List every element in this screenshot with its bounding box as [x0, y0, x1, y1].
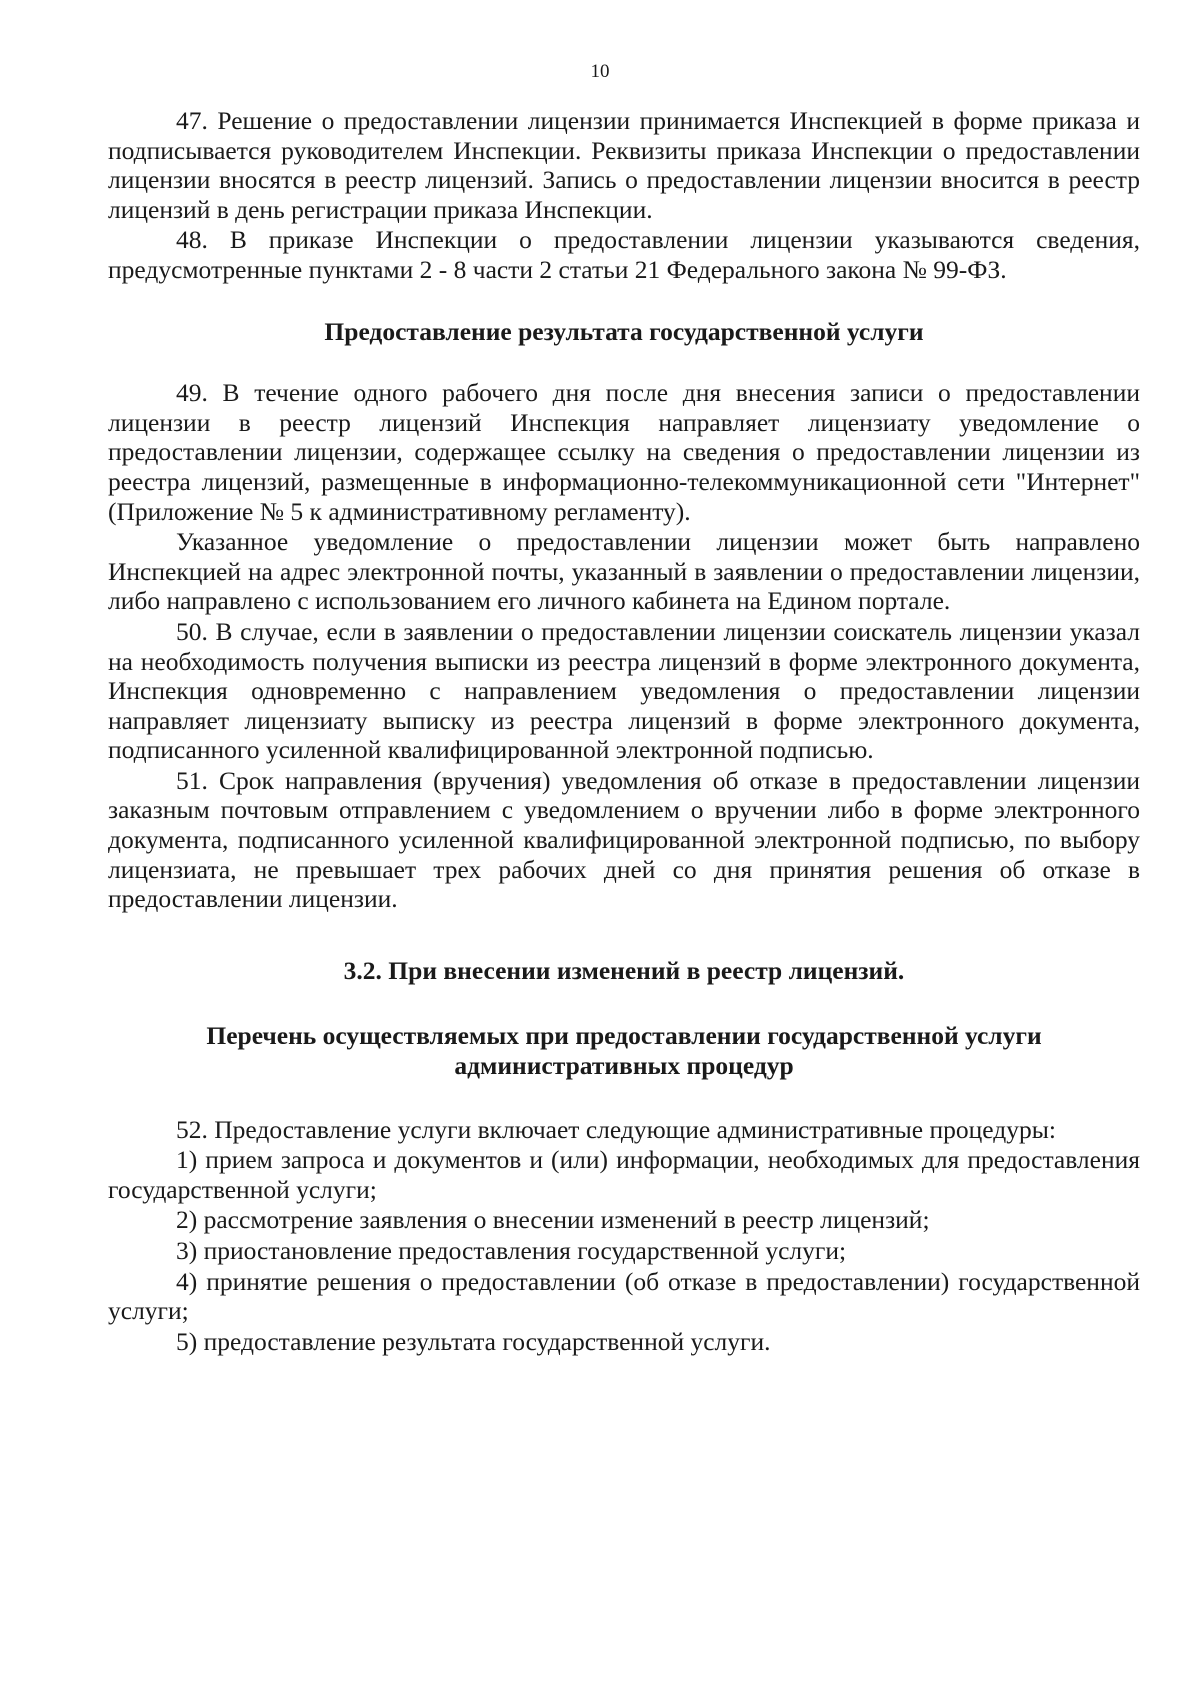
page-number: 10 [590, 61, 610, 82]
spacer [108, 985, 1140, 1021]
list-item-procedure-2: 2) рассмотрение заявления о внесении изменений в реестр лицензий; [176, 1205, 930, 1235]
paragraph-52: 52. Предоставление услуги включает следующие административные процедуры: [176, 1114, 1056, 1144]
heading-result: Предоставление результата государственной услуги [324, 316, 924, 346]
spacer [108, 1081, 1140, 1115]
paragraph-47: 47. Решение о предоставлении лицензии принимается Инспекцией в форме приказа и подписывается руководителем Инспекции. Реквизиты приказа Инспекции о предоставлении лицензии вносятся в реестр лицензий. Запись о предоставлении лицензии вносится в реестр лицензий в день регистрации приказа Инспекции. [108, 106, 1140, 224]
paragraph-50: 50. В случае, если в заявлении о предоставлении лицензии соискатель лицензии указал на необходимость получения выписки из реестра лицензий в форме электронного документа, Инспекция одновременно с направлением уведомления о предоставлении лицензии направляет лицензиату выписку из реестра лицензий в форме электронного документа, подписанного усиленной квалифицированной электронной подписью. [108, 616, 1140, 765]
spacer [108, 914, 1140, 956]
heading-procedures-line-2: административных процедур [454, 1051, 794, 1081]
spacer [108, 346, 1140, 378]
spacer [108, 285, 1140, 317]
heading-section-3-2: 3.2. При внесении изменений в реестр лицензий. [343, 955, 905, 985]
paragraph-51: 51. Срок направления (вручения) уведомления об отказе в предоставлении лицензии заказным почтовым отправлением с уведомлением о вручении либо в форме электронного документа, подписанного усиленной квалифицированной электронной подписью, по выбору лицензиата, не превышает трех рабочих дней со дня принятия решения об отказе в предоставлении лицензии. [108, 765, 1140, 914]
list-item-procedure-4: 4) принятие решения о предоставлении (об отказе в предоставлении) государственной услуги; [108, 1266, 1140, 1326]
paragraph-48: 48. В приказе Инспекции о предоставлении лицензии указываются сведения, предусмотренные пунктами 2 - 8 части 2 статьи 21 Федерального закона № 99-ФЗ. [108, 225, 1140, 284]
list-item-procedure-1: 1) прием запроса и документов и (или) информации, необходимых для предоставления государственной услуги; [108, 1145, 1140, 1204]
list-item-procedure-5: 5) предоставление результата государственной услуги. [176, 1326, 771, 1356]
document-body [108, 106, 1140, 1356]
paragraph-49: 49. В течение одного рабочего дня после дня внесения записи о предоставлении лицензии в реестр лицензий Инспекция направляет лицензиату уведомление о предоставлении лицензии, содержащее ссылку на сведения о предоставлении лицензии из реестра лицензий, размещенные в информационно-телекоммуникационной сети "Интернет" (Приложение № 5 к административному регламенту). [108, 378, 1140, 526]
list-item-procedure-3: 3) приостановление предоставления государственной услуги; [176, 1236, 847, 1265]
heading-procedures-line-1: Перечень осуществляемых при предоставлении государственной услуги [206, 1021, 1042, 1051]
paragraph-notification: Указанное уведомление о предоставлении лицензии может быть направлено Инспекцией на адрес электронной почты, указанный в заявлении о предоставлении лицензии, либо направлено с использованием его личного кабинета на Едином портале. [108, 527, 1140, 616]
